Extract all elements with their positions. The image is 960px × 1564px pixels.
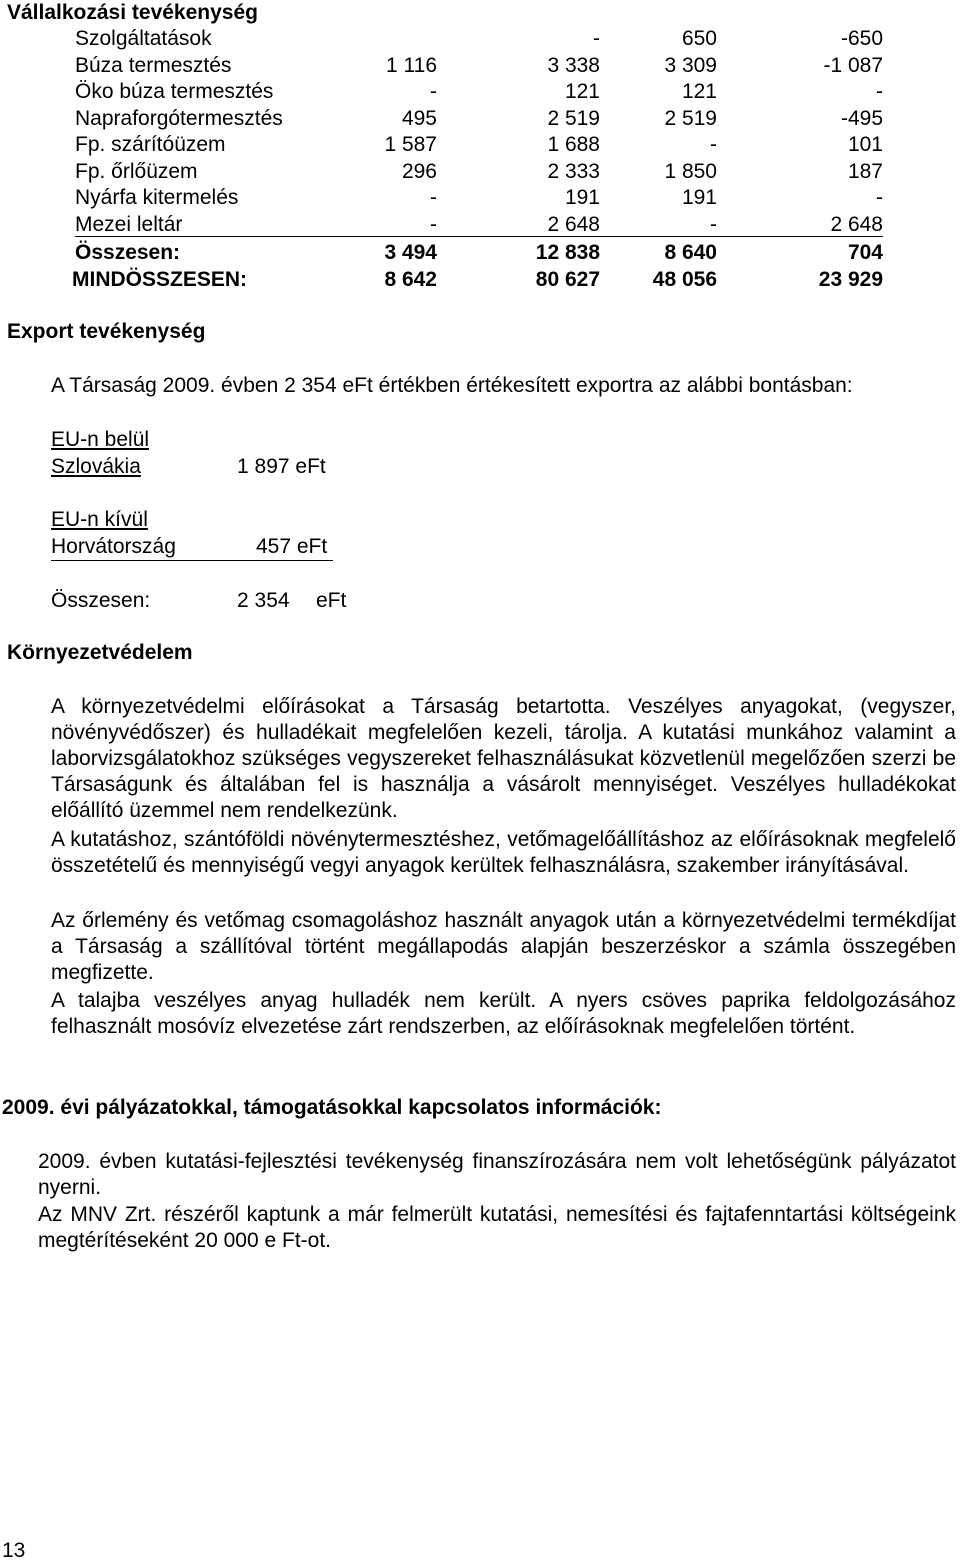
table-total-rule — [75, 236, 883, 237]
export-total-rule — [51, 560, 333, 561]
table-row-label: MINDÖSSZESEN: — [72, 268, 248, 291]
table-cell: - — [876, 186, 883, 209]
page-number: 13 — [2, 1539, 26, 1562]
table-row-label: Összesen: — [75, 241, 181, 264]
table-cell: 121 — [564, 80, 600, 103]
table-cell: 12 838 — [535, 241, 600, 264]
table-cell: - — [430, 80, 437, 103]
table-cell: 2 648 — [830, 212, 883, 236]
export-eu-in-country: Szlovákia — [51, 455, 141, 478]
table-cell: - — [710, 133, 717, 156]
export-eu-out-label: EU-n kívül — [51, 508, 148, 531]
table-row-label: Nyárfa kitermelés — [75, 186, 239, 209]
table-cell: -495 — [840, 106, 883, 130]
table-cell: 23 929 — [818, 268, 883, 291]
table-cell: 187 — [847, 159, 883, 183]
section-heading-vallalkozasi: Vállalkozási tevékenység — [7, 1, 258, 24]
table-cell: 2 519 — [664, 106, 717, 130]
table-row-label: Fp. szárítóüzem — [75, 133, 226, 156]
section-heading-palyazat: 2009. évi pályázatokkal, támogatásokkal kapcsolatos információk: — [2, 1096, 662, 1119]
table-cell: 1 688 — [547, 133, 600, 156]
table-cell: -1 087 — [823, 53, 883, 77]
table-cell: 8 640 — [664, 241, 717, 264]
kornyezet-paragraph-3: Az őrlemény és vetőmag csomagoláshoz használt anyagok után a környezetvédelmi termékdíjat a Társaság a szállítóval történt megállapodás alapján beszerzéskor a számla összegében megfizette. — [51, 909, 956, 984]
section-heading-export: Export tevékenység — [7, 320, 206, 343]
export-total-label: Összesen: — [51, 589, 151, 612]
table-cell: 296 — [401, 159, 437, 183]
export-total-unit: eFt — [316, 589, 347, 612]
table-cell: 650 — [681, 27, 717, 50]
export-eu-in-value: 1 897 eFt — [237, 455, 326, 478]
table-cell: 3 338 — [547, 53, 600, 77]
kornyezet-paragraph-2: A kutatáshoz, szántóföldi növénytermesztéshez, vetőmagelőállításhoz az előírásoknak megfelelő összetételű és mennyiségű vegyi anyagok kerültek felhasználásra, szakember irányításával. — [51, 828, 956, 877]
table-cell: - — [876, 80, 883, 103]
table-cell: - — [593, 27, 600, 50]
export-intro: A Társaság 2009. évben 2 354 eFt értékben értékesített exportra az alábbi bontásban: — [51, 374, 853, 397]
palyazat-paragraph-1: 2009. évben kutatási-fejlesztési tevékenység finanszírozására nem volt lehetőségünk pályázatot nyerni. — [38, 1150, 956, 1199]
table-cell: - — [430, 212, 437, 236]
table-row-label: Fp. őrlőüzem — [75, 159, 198, 183]
table-cell: 704 — [847, 241, 883, 264]
table-cell: 191 — [564, 186, 600, 209]
table-row-label: Napraforgótermesztés — [75, 106, 283, 130]
table-cell: 2 519 — [547, 106, 600, 130]
table-cell: - — [710, 212, 717, 236]
table-row-label: Búza termesztés — [75, 53, 232, 77]
table-cell: 2 333 — [547, 159, 600, 183]
table-cell: 101 — [847, 133, 883, 156]
table-cell: 2 648 — [547, 212, 600, 236]
table-row-label: Szolgáltatások — [75, 27, 212, 50]
palyazat-paragraph-2: Az MNV Zrt. részéről kaptunk a már felmerült kutatási, nemesítési és fajtafenntartási költségeink megtérítéseként 20 000 e Ft-ot. — [38, 1203, 956, 1252]
table-cell: -650 — [840, 27, 883, 50]
table-cell: 48 056 — [652, 268, 717, 291]
kornyezet-paragraph-4: A talajba veszélyes anyag hulladék nem került. A nyers csöves paprika feldolgozásához felhasznált mosóvíz elvezetése zárt rendszerben, az előírásoknak megfelelően történt. — [51, 989, 956, 1038]
export-total-value: 2 354 — [237, 589, 290, 612]
table-cell: 495 — [401, 106, 437, 130]
table-cell: 191 — [681, 186, 717, 209]
table-cell: 121 — [681, 80, 717, 103]
table-cell: 1 850 — [664, 159, 717, 183]
table-cell: 8 642 — [384, 268, 437, 291]
table-row-label: Mezei leltár — [75, 212, 183, 236]
export-eu-out-value: 457 eFt — [256, 535, 328, 558]
table-cell: - — [430, 186, 437, 209]
section-heading-kornyezet: Környezetvédelem — [7, 641, 193, 664]
kornyezet-paragraph-1: A környezetvédelmi előírásokat a Társaság betartotta. Veszélyes anyagokat, (vegyszer, növényvédőszer) és hulladékait megfelelően kezeli, tárolja. A kutatási munkához valamint a laborvizsgálatokhoz szükséges vegyszereket felhasználásukat közvetlenül megelőzően szerzi be Társaságunk és általában fel is használja a vásárolt mennyiséget. Veszélyes hulladékokat előállító üzemmel nem rendelkezünk. — [51, 695, 956, 822]
table-cell: 3 309 — [664, 53, 717, 77]
export-eu-in-label: EU-n belül — [51, 428, 150, 451]
table-row-label: Öko búza termesztés — [75, 80, 274, 103]
table-cell: 80 627 — [535, 268, 600, 291]
table-cell: 3 494 — [384, 241, 437, 264]
table-cell: 1 116 — [386, 53, 437, 77]
table-cell: 1 587 — [384, 133, 437, 156]
export-eu-out-country: Horvátország — [51, 535, 176, 558]
